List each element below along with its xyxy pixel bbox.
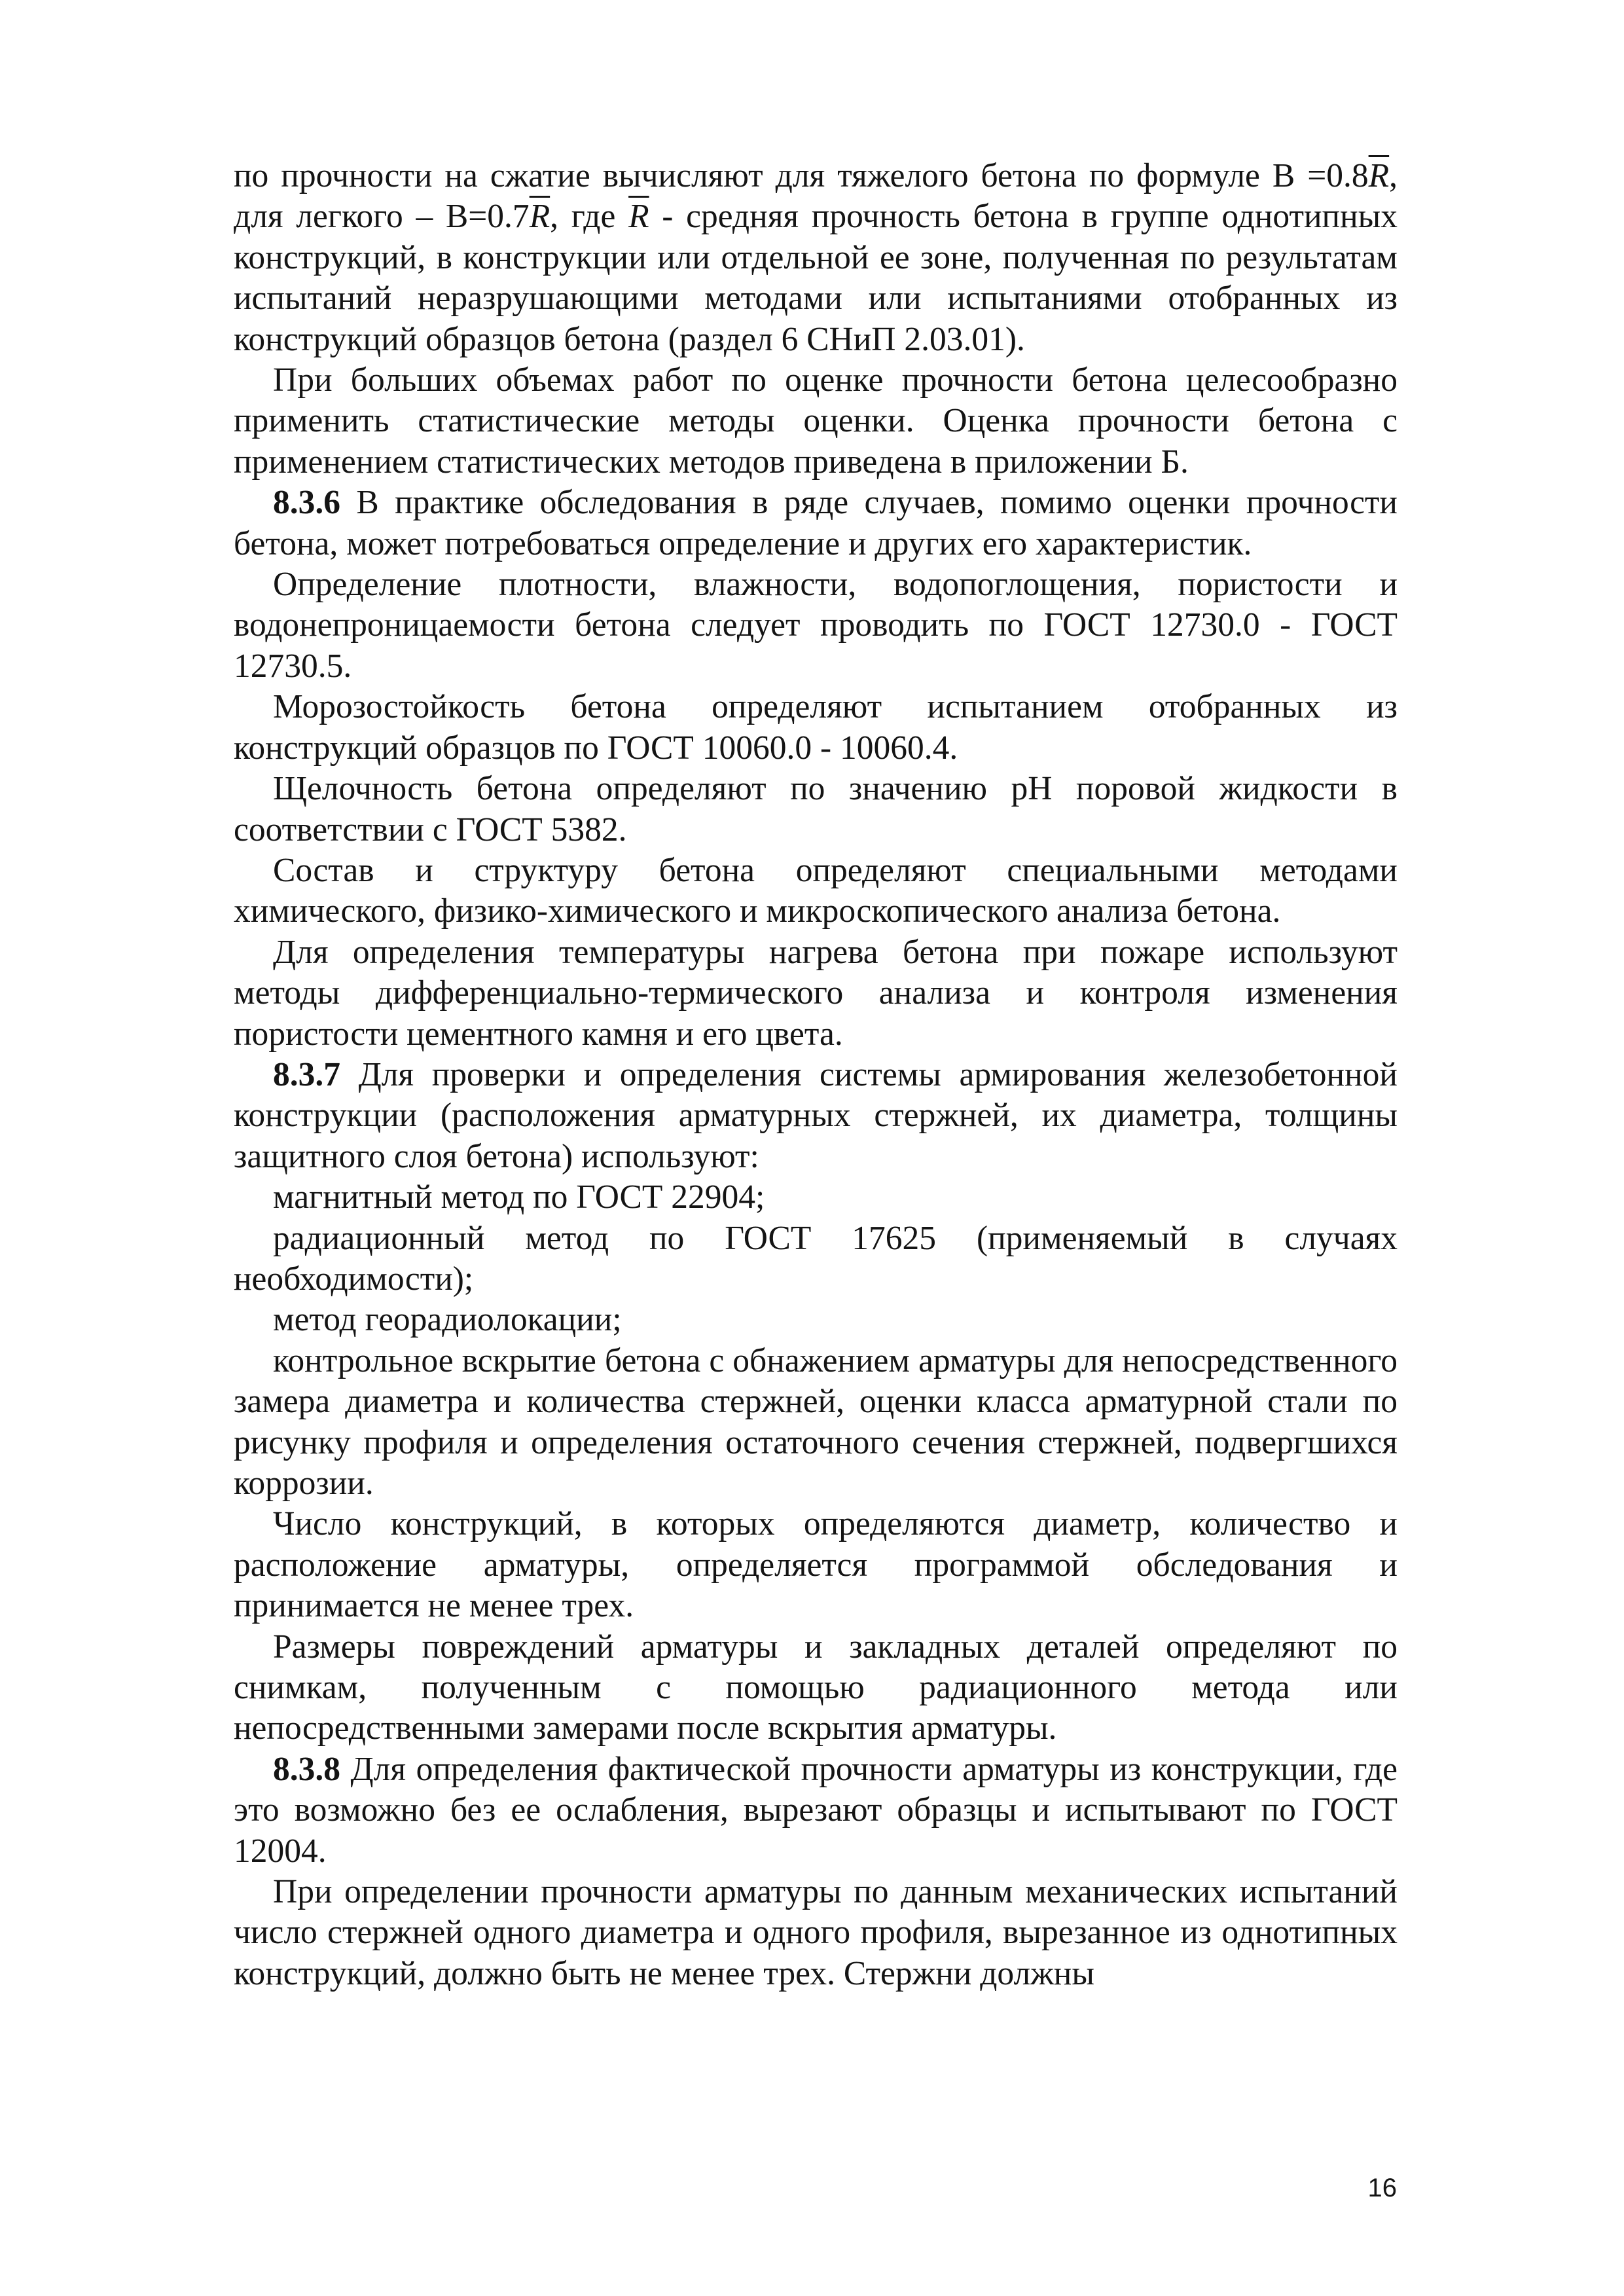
paragraph (234, 850, 1398, 932)
clause-number: 8.3.6 (273, 484, 340, 522)
paragraph (234, 1872, 1398, 1994)
formula-text: - средняя прочность бетона в группе однотипных конструкций, в конструкции или отдельной ее зоне, полученная по результатам испытаний неразрушающими методами или испытаниями отобранных из конструкций образцов бетона (раздел 6 СНиП 2.03.01). (234, 198, 1398, 358)
paragraph (234, 483, 1398, 564)
paragraph-text: Для определения температуры нагрева бетона при пожаре используют методы дифференциально-термического анализа и контроля изменения пористости цементного камня и его цвета. (234, 933, 1398, 1053)
paragraph (234, 1749, 1398, 1872)
formula-text: по прочности на сжатие вычисляют для тяжелого бетона по формуле В =0.8 (234, 157, 1369, 194)
paragraph-text: Размеры повреждений арматуры и закладных деталей определяют по снимкам, полученным с помощью радиационного метода или непосредственными замерами после вскрытия арматуры. (234, 1628, 1398, 1747)
mean-strength-symbol: $\overline{R}$ (628, 198, 649, 236)
paragraph-text: Для проверки и определения системы армирования железобетонной конструкции (расположения арматурных стержней, их диаметра, толщины защитного слоя бетона) используют: (234, 1055, 1398, 1175)
paragraph (234, 687, 1398, 769)
paragraph-text: метод георадиолокации; (273, 1301, 622, 1339)
paragraph-text: Для определения фактической прочности арматуры из конструкции, где это возможно без ее ослабления, вырезают образцы и испытывают по ГОСТ 12004. (234, 1750, 1398, 1870)
list-item (234, 1341, 1398, 1504)
list-item (234, 1218, 1398, 1300)
paragraph (234, 1055, 1398, 1177)
paragraph-text: Щелочность бетона определяют по значению рН поровой жидкости в соответствии с ГОСТ 5382. (234, 770, 1398, 848)
paragraph-text: магнитный метод по ГОСТ 22904; (273, 1178, 765, 1216)
paragraph-text: При определении прочности арматуры по данным механических испытаний число стержней одного диаметра и одного профиля, вырезанное из однотипных конструкций, должно быть не менее трех. Стержни должны (234, 1873, 1398, 1992)
paragraph-text: радиационный метод по ГОСТ 17625 (применяемый в случаях необходимости); (234, 1219, 1398, 1298)
clause-number: 8.3.8 (273, 1750, 340, 1788)
formula-paragraph (234, 156, 1398, 360)
paragraph-text: Число конструкций, в которых определяются диаметр, количество и расположение арматуры, определяется программой обследования и принимается не менее трех. (234, 1505, 1398, 1625)
mean-strength-symbol: $\overline{R}$ (1368, 157, 1390, 194)
paragraph (234, 1627, 1398, 1749)
document-body (234, 156, 1398, 1994)
list-item (234, 1177, 1398, 1218)
paragraph (234, 1504, 1398, 1626)
paragraph (234, 360, 1398, 483)
formula-text: , где (550, 198, 629, 236)
paragraph-text: В практике обследования в ряде случаев, помимо оценки прочности бетона, может потребоваться определение и других его характеристик. (234, 484, 1398, 562)
paragraph (234, 769, 1398, 850)
paragraph-text: Состав и структуру бетона определяют специальными методами химического, физико-химического и микроскопического анализа бетона. (234, 851, 1398, 930)
list-item (234, 1300, 1398, 1340)
clause-number: 8.3.7 (273, 1055, 340, 1093)
paragraph-text: При больших объемах работ по оценке прочности бетона целесообразно применить статистические методы оценки. Оценка прочности бетона с применением статистических методов приведена в приложении Б. (234, 361, 1398, 481)
page-number: 16 (1367, 2174, 1397, 2202)
paragraph-text: контрольное вскрытие бетона с обнажением арматуры для непосредственного замера диаметра и количества стержней, оценки класса арматурной стали по рисунку профиля и определения остаточного сечения стержней, подвергшихся коррозии. (234, 1341, 1398, 1502)
paragraph (234, 564, 1398, 687)
paragraph-text: Морозостойкость бетона определяют испытанием отобранных из конструкций образцов по ГОСТ 10060.0 - 10060.4. (234, 688, 1398, 767)
formula-text: , для легкого – В=0.7 (234, 157, 1398, 236)
mean-strength-symbol: $\overline{R}$ (529, 198, 550, 236)
paragraph (234, 932, 1398, 1055)
paragraph-text: Определение плотности, влажности, водопоглощения, пористости и водонепроницаемости бетона следует проводить по ГОСТ 12730.0 - ГОСТ 12730.5. (234, 566, 1398, 685)
